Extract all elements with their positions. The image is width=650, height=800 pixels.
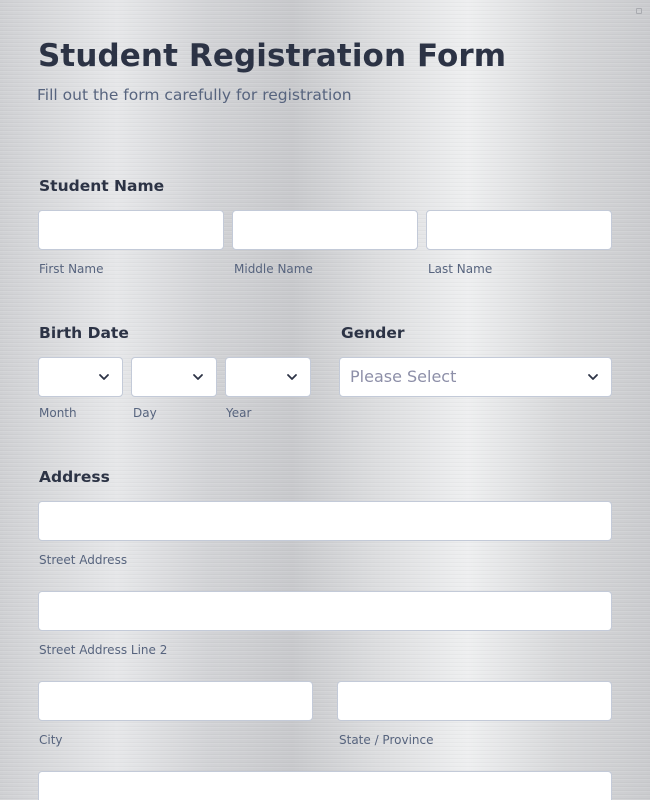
chevron-down-icon — [191, 370, 205, 384]
postal-code-input[interactable] — [38, 771, 612, 800]
street-address-line2-sublabel: Street Address Line 2 — [39, 643, 168, 657]
first-name-input[interactable] — [38, 210, 224, 250]
last-name-sublabel: Last Name — [428, 262, 493, 276]
birth-year-sublabel: Year — [226, 406, 252, 420]
state-province-sublabel: State / Province — [339, 733, 434, 747]
city-input[interactable] — [38, 681, 313, 721]
first-name-sublabel: First Name — [39, 262, 104, 276]
city-sublabel: City — [39, 733, 63, 747]
form-subtitle: Fill out the form carefully for registration — [37, 86, 352, 104]
street-address-input[interactable] — [38, 501, 612, 541]
chevron-down-icon — [586, 370, 600, 384]
middle-name-sublabel: Middle Name — [234, 262, 313, 276]
corner-mark — [636, 8, 642, 14]
form-title: Student Registration Form — [38, 38, 507, 74]
birth-day-select[interactable] — [131, 357, 217, 397]
gender-placeholder: Please Select — [350, 367, 457, 386]
last-name-input[interactable] — [426, 210, 612, 250]
chevron-down-icon — [285, 370, 299, 384]
birth-date-label: Birth Date — [39, 324, 129, 342]
middle-name-input[interactable] — [232, 210, 418, 250]
chevron-down-icon — [97, 370, 111, 384]
birth-day-sublabel: Day — [133, 406, 157, 420]
street-address-sublabel: Street Address — [39, 553, 128, 567]
gender-select[interactable] — [339, 357, 612, 397]
birth-year-select[interactable] — [225, 357, 311, 397]
birth-month-sublabel: Month — [39, 406, 77, 420]
student-name-label: Student Name — [39, 177, 165, 195]
address-label: Address — [39, 468, 110, 486]
gender-label: Gender — [341, 324, 405, 342]
birth-month-select[interactable] — [38, 357, 123, 397]
state-province-input[interactable] — [337, 681, 612, 721]
street-address-line2-input[interactable] — [38, 591, 612, 631]
